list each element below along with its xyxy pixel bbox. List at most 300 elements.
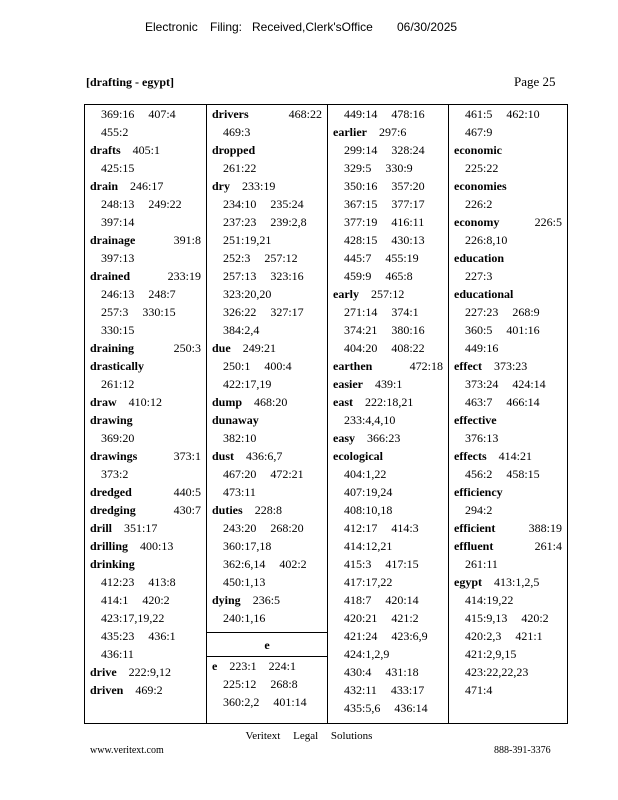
index-term: earthen [333,359,373,373]
index-entry [207,177,327,195]
index-entry [449,357,567,375]
page-line-ref: 369:16 [101,107,135,121]
index-ref-line [207,357,327,375]
page-line-ref: 374:21 [344,323,378,337]
index-entry [449,483,567,501]
index-term: east [333,395,353,409]
index-ref-line [328,321,448,339]
page-number: Page 25 [514,74,556,89]
page-line-ref: 235:24 [270,197,304,211]
page-line-ref: 376:13 [465,431,499,445]
index-entry [328,285,448,303]
page-line-ref: 455:2 [101,125,129,139]
page-line-ref: 222:9,12 [128,665,172,679]
page-line-ref: 223:1 [229,659,257,673]
index-ref-line [449,681,567,699]
index-term: dump [212,395,243,409]
page-line-ref: 227:3 [465,269,493,283]
page-line-ref: 412:17 [344,521,378,535]
page-line-ref: 388:19 [528,521,562,535]
page-line-ref: 360:17,18 [223,539,272,553]
page-line-ref: 436:1 [148,629,176,643]
index-entry [207,339,327,357]
page-line-ref: 408:22 [391,341,425,355]
page-line-ref: 420:2 [142,593,170,607]
section-e-entries [207,657,327,711]
index-ref-line [449,501,567,519]
page-line-ref: 421:2,9,15 [465,647,517,661]
page-line-ref: 248:13 [101,197,135,211]
page-line-ref: 351:17 [124,521,158,535]
page-line-ref: 228:8 [254,503,283,517]
page-line-ref: 414:3 [391,521,419,535]
index-ref-line [328,141,448,159]
page-line-ref: 431:18 [385,665,419,679]
page-line-ref: 413:8 [148,575,176,589]
index-term: efficient [454,521,496,535]
index-entry [207,141,327,159]
index-entry [85,393,206,411]
index-column-1 [85,105,206,723]
page-line-ref: 268:9 [512,305,540,319]
index-ref-line [449,609,567,627]
page-line-ref: 449:16 [465,341,499,355]
index-ref-line [328,699,448,717]
index-ref-line [207,465,327,483]
index-entry [207,447,327,465]
index-term: dropped [212,143,256,157]
index-ref-line [207,519,327,537]
page-line-ref: 400:4 [264,359,292,373]
index-ref-line [207,321,327,339]
page-line-ref: 421:2 [391,611,419,625]
page-line-ref: 407:4 [148,107,176,121]
page-line-ref: 458:15 [506,467,540,481]
index-ref-line [85,321,206,339]
page-line-ref: 430:7 [173,503,201,517]
page-line-ref: 421:1 [515,629,543,643]
page-line-ref: 455:19 [385,251,419,265]
page-line-ref: 226:2 [465,197,493,211]
index-ref-line [328,609,448,627]
page-line-ref: 440:5 [173,485,201,499]
index-ref-line [85,303,206,321]
footer-company [0,730,618,742]
page-line-ref: 459:9 [344,269,372,283]
index-term: egypt [454,575,482,589]
page-line-ref: 433:17 [390,683,425,697]
index-ref-line [449,465,567,483]
index-term: easy [333,431,355,445]
page-line-ref: 404:1,22 [344,467,387,481]
page-line-ref: 456:2 [465,467,493,481]
page-line-ref: 384:2,4 [223,323,260,337]
index-ref-line [449,339,567,357]
page-line-ref: 415:3 [344,557,372,571]
index-entry [449,249,567,267]
page-line-ref: 382:10 [223,431,257,445]
index-entry [85,447,206,465]
index-ref-line [328,159,448,177]
index-ref-line [328,537,448,555]
page-line-ref: 423:17,19,22 [101,611,165,625]
page-line-ref: 294:2 [465,503,493,517]
index-ref-line [328,663,448,681]
page-line-ref: 226:8,10 [465,233,508,247]
index-term: effect [454,359,482,373]
page-line-ref: 435:23 [101,629,135,643]
page-line-ref: 233:19 [167,269,201,283]
page-line-ref: 329:5 [344,161,372,175]
page-line-ref: 445:7 [344,251,372,265]
page-line-ref: 450:1,13 [223,575,266,589]
page-line-ref: 326:22 [223,305,257,319]
page-line-ref: 250:1 [223,359,251,373]
page-line-ref: 234:10 [223,197,257,211]
page-line-ref: 249:21 [242,341,277,355]
index-entry [449,537,567,555]
index-ref-line [328,303,448,321]
page-line-ref: 330:15 [142,305,176,319]
index-entry [449,519,567,537]
page-line-ref: 227:23 [465,305,499,319]
index-ref-line [449,303,567,321]
index-entry [449,213,567,231]
index-ref-line [328,195,448,213]
page-line-ref: 226:5 [534,215,562,229]
page-line-ref: 435:5,6 [344,701,381,715]
page-line-ref: 436:14 [394,701,428,715]
page-line-ref: 463:7 [465,395,493,409]
index-entry [85,681,206,699]
page-line-ref: 362:6,14 [223,557,266,571]
index-ref-line [449,231,567,249]
page-line-ref: 423:6,9 [391,629,428,643]
index-ref-line [328,267,448,285]
index-entry [449,573,567,591]
page-line-ref: 468:20 [254,395,288,409]
index-ref-line [449,105,567,123]
page-line-ref: 369:20 [101,431,135,445]
index-entry [85,663,206,681]
page-line-ref: 472:18 [409,359,443,373]
index-ref-line [449,393,567,411]
index-term: drawings [90,449,138,463]
page-line-ref: 373:24 [465,377,499,391]
index-ref-line [449,159,567,177]
page-line-ref: 430:13 [391,233,425,247]
index-term: due [212,341,231,355]
index-ref-line [85,375,206,393]
page-line-ref: 402:2 [279,557,307,571]
index-ref-line [85,627,206,645]
page-line-ref: 471:4 [465,683,493,697]
index-ref-line [207,213,327,231]
page-line-ref: 413:1,2,5 [494,575,540,589]
index-ref-line [85,123,206,141]
index-ref-line [85,159,206,177]
page-line-ref: 268:8 [270,677,298,691]
page-line-ref: 401:14 [273,695,307,709]
page-line-ref: 461:5 [465,107,493,121]
page-line-ref: 271:14 [344,305,378,319]
index-ref-line [85,195,206,213]
page-line-ref: 417:15 [385,557,419,571]
index-entry [207,393,327,411]
index-term: effluent [454,539,494,553]
page-line-ref: 415:9,13 [465,611,508,625]
index-term: dredged [90,485,132,499]
index-ref-line [328,177,448,195]
page-line-ref: 239:2,8 [270,215,307,229]
index-term: draw [90,395,117,409]
index-term: dunaway [212,413,259,427]
page-line-ref: 323:16 [270,269,304,283]
page-line-ref: 400:13 [140,539,174,553]
index-ref-line [449,591,567,609]
footer-phone: 888-391-3376 [494,745,551,756]
page-line-ref: 225:22 [465,161,499,175]
index-term: drilling [90,539,129,553]
index-ref-line [328,105,448,123]
index-term: economies [454,179,507,193]
index-term: drained [90,269,131,283]
page-line-ref: 468:22 [288,107,322,121]
filing-header [0,20,618,38]
page-line-ref: 439:1 [374,377,403,391]
page-line-ref: 404:20 [344,341,378,355]
page-line-ref: 397:14 [101,215,135,229]
index-term: drinking [90,557,135,571]
page-line-ref: 414:12,21 [344,539,393,553]
page-line-ref: 417:17,22 [344,575,393,589]
index-ref-line [328,411,448,429]
page-line-ref: 251:19,21 [223,233,272,247]
index-column-3 [327,105,448,723]
index-ref-line [85,609,206,627]
index-ref-line [207,285,327,303]
index-term: dry [212,179,230,193]
index-entry [85,231,206,249]
index-ref-line [449,429,567,447]
section-letter: e [207,632,327,657]
page-line-ref: 250:3 [173,341,201,355]
index-term: dying [212,593,241,607]
index-entry [85,411,206,429]
index-entry [85,519,206,537]
page-line-ref: 327:17 [270,305,304,319]
index-term: drainage [90,233,136,247]
filing-header-date: 06/30/2025 [397,20,458,34]
index-ref-line [328,573,448,591]
index-ref-line [207,123,327,141]
index-ref-line [328,555,448,573]
page-line-ref: 373:2 [101,467,129,481]
index-ref-line [85,249,206,267]
index-term: drafts [90,143,121,157]
index-ref-line [85,285,206,303]
page-line-ref: 261:12 [101,377,135,391]
page-line-ref: 424:14 [512,377,546,391]
index-entry [328,357,448,375]
index-entry [85,357,206,375]
page-line-ref: 323:20,20 [223,287,272,301]
page-line-ref: 233:4,4,10 [344,413,396,427]
page-line-ref: 467:20 [223,467,257,481]
page-line-ref: 373:1 [173,449,201,463]
index-entry [85,267,206,285]
index-entry [449,177,567,195]
page-line-ref: 360:2,2 [223,695,260,709]
index-term: efficiency [454,485,503,499]
page-line-ref: 224:1 [268,659,297,673]
index-entry [207,411,327,429]
page-line-ref: 462:10 [506,107,540,121]
index-ref-line [328,213,448,231]
index-entry [207,501,327,519]
page-line-ref: 414:19,22 [465,593,514,607]
index-term: educational [454,287,514,301]
index-entry [449,447,567,465]
index-term: dust [212,449,235,463]
index-term: education [454,251,505,265]
index-term: drill [90,521,113,535]
index-ref-line [85,573,206,591]
page-line-ref: 350:16 [344,179,378,193]
index-ref-line [449,627,567,645]
page-line-ref: 257:13 [223,269,257,283]
page-line-ref: 268:20 [270,521,304,535]
page-line-ref: 380:16 [391,323,425,337]
index-ref-line [85,429,206,447]
page-line-ref: 330:9 [385,161,413,175]
index-term: drain [90,179,119,193]
page-line-ref: 257:12 [371,287,405,301]
filing-header-filing: Filing: [210,20,243,34]
index-column-2 [206,105,327,723]
page-line-ref: 478:16 [391,107,425,121]
page-line-ref: 366:23 [367,431,401,445]
index-ref-line [328,231,448,249]
page-line-ref: 373:23 [493,359,528,373]
index-ref-line [328,591,448,609]
index-ref-line [328,519,448,537]
index-entry [85,483,206,501]
index-column-4 [448,105,567,723]
index-ref-line [207,429,327,447]
page-line-ref: 420:14 [385,593,419,607]
index-ref-line [328,627,448,645]
page-line-ref: 428:15 [344,233,378,247]
index-ref-line [328,483,448,501]
index-entry [85,555,206,573]
index-entry [328,447,448,465]
page-line-ref: 248:7 [148,287,176,301]
index-ref-line [328,501,448,519]
page-line-ref: 233:19 [242,179,276,193]
index-ref-line [207,231,327,249]
filing-header-received: Received,Clerk'sOffice [252,20,373,34]
page-line-ref: 252:3 [223,251,251,265]
page-line-ref: 330:15 [101,323,135,337]
page-line-ref: 449:14 [344,107,378,121]
page-line-ref: 473:11 [223,485,256,499]
footer-company-word: Solutions [330,730,373,742]
index-entry [449,411,567,429]
index-ref-line [85,105,206,123]
page-line-ref: 257:12 [264,251,298,265]
word-index-table [84,104,568,724]
index-ref-line [207,693,327,711]
index-ref-line [207,267,327,285]
index-entry [85,501,206,519]
page-line-ref: 414:1 [101,593,129,607]
page-line-ref: 420:2 [521,611,549,625]
page-line-ref: 420:2,3 [465,629,502,643]
page-line-ref: 418:7 [344,593,372,607]
page-line-ref: 261:22 [223,161,257,175]
index-entry [328,123,448,141]
footer-company-word: Legal [293,730,319,742]
page-line-ref: 360:5 [465,323,493,337]
index-entry [328,429,448,447]
page-line-ref: 246:13 [101,287,135,301]
page-line-ref: 407:19,24 [344,485,393,499]
page-line-ref: 408:10,18 [344,503,393,517]
page-line-ref: 391:8 [173,233,201,247]
page-line-ref: 465:8 [385,269,413,283]
index-ref-line [85,465,206,483]
index-ref-line [85,213,206,231]
page-line-ref: 469:3 [223,125,251,139]
index-term: dredging [90,503,136,517]
index-term: ecological [333,449,383,463]
index-term: economic [454,143,502,157]
index-range-title: [drafting - egypt] [86,75,174,89]
page-line-ref: 257:3 [101,305,129,319]
index-term: drive [90,665,117,679]
page-line-ref: 466:14 [506,395,540,409]
index-entry [328,393,448,411]
page-line-ref: 436:11 [101,647,134,661]
page-line-ref: 425:15 [101,161,135,175]
filing-header-electronic: Electronic [145,20,198,34]
index-term: drivers [212,107,249,121]
index-ref-line [207,159,327,177]
index-ref-line [207,609,327,627]
page-line-ref: 374:1 [391,305,419,319]
index-term: e [212,659,218,673]
index-term: drastically [90,359,144,373]
page-line-ref: 405:1 [132,143,161,157]
page-line-ref: 377:17 [391,197,425,211]
index-term: earlier [333,125,367,139]
index-term: economy [454,215,500,229]
index-ref-line [207,675,327,693]
page-line-ref: 367:15 [344,197,378,211]
index-entry [449,141,567,159]
page-line-ref: 414:21 [498,449,532,463]
index-ref-line [449,267,567,285]
page-line-ref: 240:1,16 [223,611,266,625]
page-line-ref: 467:9 [465,125,493,139]
index-ref-line [449,195,567,213]
page-line-ref: 436:6,7 [246,449,283,463]
page-line-ref: 412:23 [101,575,135,589]
index-ref-line [449,123,567,141]
index-ref-line [207,537,327,555]
page-line-ref: 249:22 [148,197,182,211]
